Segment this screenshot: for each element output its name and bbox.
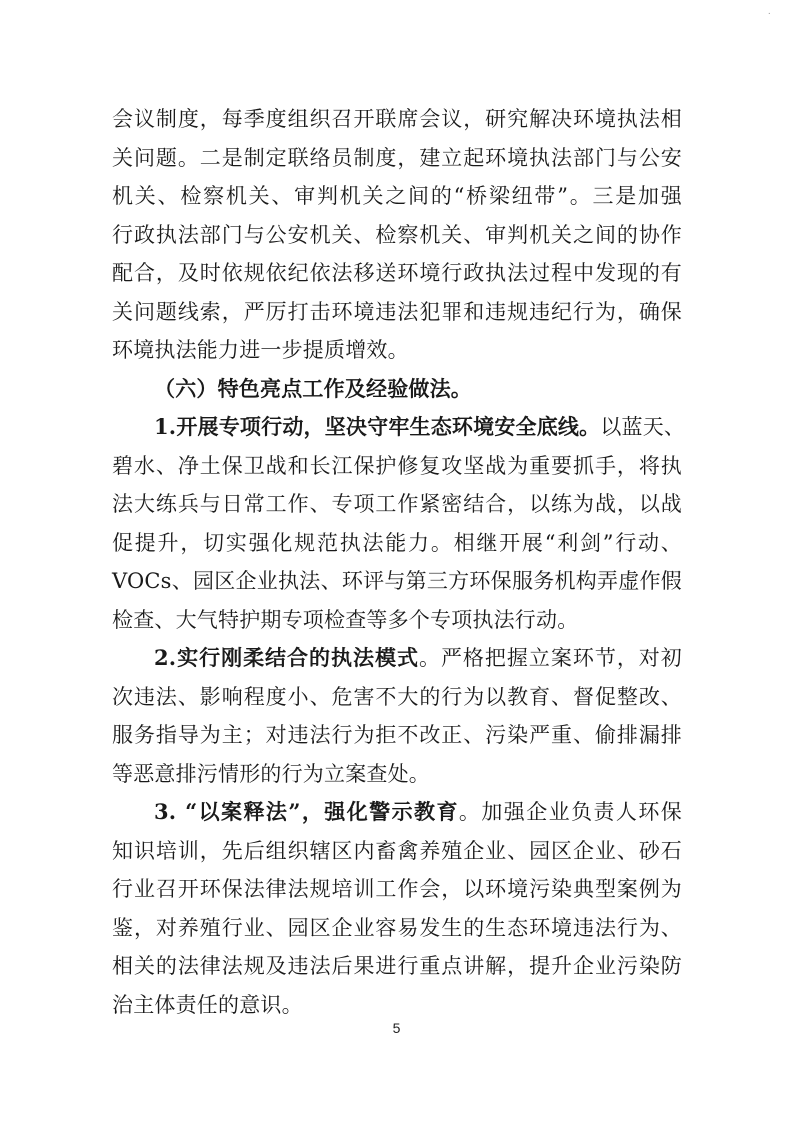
paragraph-line: 配合，及时依规依纪依法移送环境行政执法过程中发现的有	[112, 261, 682, 285]
paragraph-line: 机关、检察机关、审判机关之间的“桥梁纽带”。三是加强	[112, 184, 682, 208]
paragraph-line	[112, 639, 682, 678]
paragraph-line: 检查、大气特护期专项检查等多个专项执法行动。	[112, 607, 579, 632]
paragraph-line: 环境执法能力进一步提质增效。	[112, 338, 409, 362]
body-text	[112, 100, 686, 1024]
paragraph-line: 碧水、净土保卫战和长江保护修复攻坚战为重要抓手，将执	[112, 453, 682, 478]
paragraph-text: 以蓝天、	[600, 415, 686, 439]
paragraph-line: 会议制度，每季度组织召开联席会议，研究解决环境执法相	[112, 107, 682, 131]
paragraph-line	[112, 408, 686, 447]
section-heading: （六）特色亮点工作及经验做法。	[154, 375, 472, 401]
paragraph-line: 行业召开环保法律法规培训工作会，以环境污染典型案例为	[112, 877, 682, 901]
paragraph-text: 。加强企业负责人环保	[458, 800, 683, 824]
paragraph-lead: 2.实行刚柔结合的执法模式	[154, 645, 419, 670]
paragraph-line: 知识培训，先后组织辖区内畜禽养殖企业、园区企业、砂石	[112, 838, 682, 863]
paragraph-line: 促提升，切实强化规范执法能力。相继开展“利剑”行动、	[112, 530, 682, 555]
paragraph-line: VOCs、园区企业执法、环评与第三方环保服务机构弄虚作假	[112, 569, 682, 593]
paragraph-line: 法大练兵与日常工作、专项工作紧密结合，以练为战，以战	[112, 492, 682, 516]
paragraph-line	[112, 793, 682, 832]
paragraph-line: 治主体责任的意识。	[112, 992, 303, 1017]
paragraph-line: 相关的法律法规及违法后果进行重点讲解，提升企业污染防	[112, 954, 682, 978]
paragraph-line: 等恶意排污情形的行为立案查处。	[112, 761, 430, 786]
paragraph-line: 关问题。二是制定联络员制度，建立起环境执法部门与公安	[112, 145, 682, 170]
paragraph-line: 关问题线索，严厉打击环境违法犯罪和违规违纪行为，确保	[112, 299, 682, 324]
paragraph-text: 。严格把握立案环节，对初	[418, 646, 682, 670]
paragraph-lead: 1.开展专项行动，坚决守牢生态环境安全底线。	[154, 414, 601, 439]
corner-mark: ·	[767, 8, 771, 19]
paragraph-line: 次违法、影响程度小、危害不大的行为以教育、督促整改、	[112, 684, 682, 709]
paragraph-lead: 3. “以案释法”，强化警示教育	[154, 799, 459, 824]
paragraph-line: 行政执法部门与公安机关、检察机关、审判机关之间的协作	[112, 222, 682, 247]
paragraph-line: 服务指导为主；对违法行为拒不改正、污染严重、偷排漏排	[112, 723, 682, 747]
page-number: 5	[392, 1020, 401, 1036]
paragraph-line: 鉴，对养殖行业、园区企业容易发生的生态环境违法行为、	[112, 915, 682, 940]
